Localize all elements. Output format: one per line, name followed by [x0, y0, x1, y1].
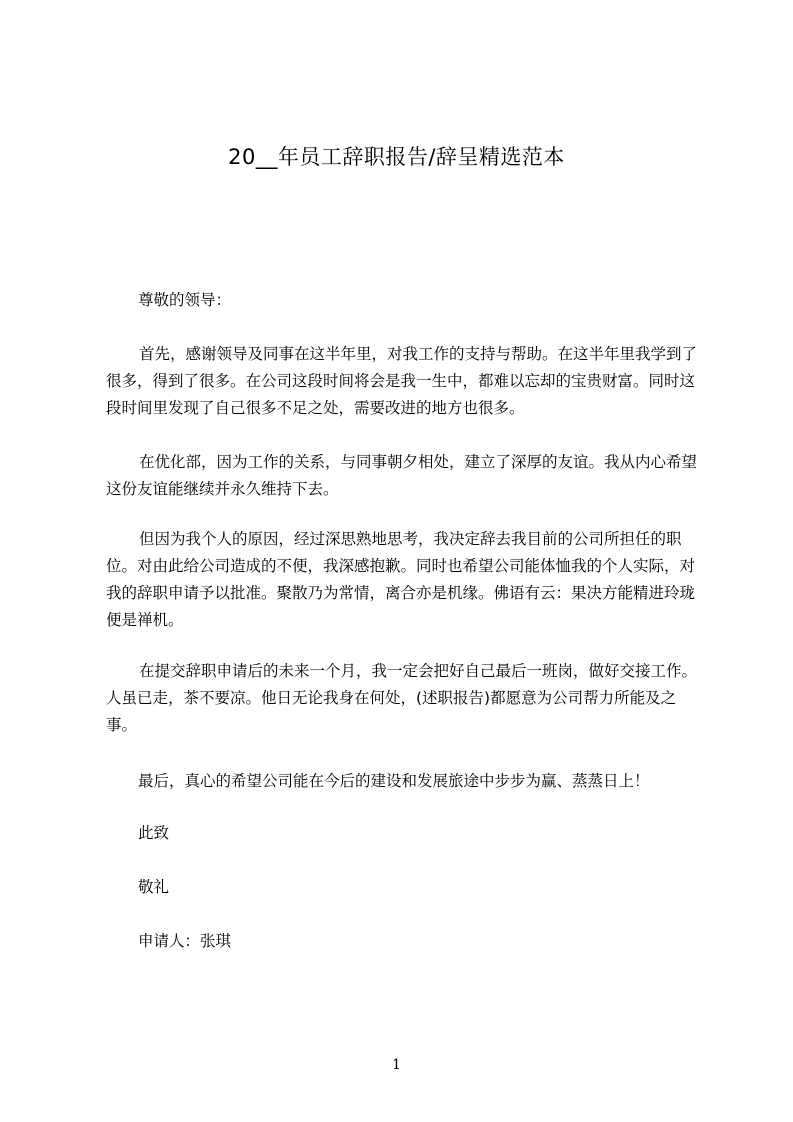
closing-line-1: 此致 [138, 824, 170, 842]
page-title: 20__年员工辞职报告/辞呈精选范本 [228, 145, 565, 169]
paragraph-5: 最后，真心的希望公司能在今后的建设和发展旅途中步步为赢、蒸蒸日上！ [138, 772, 650, 790]
paragraph-1: 首先，感谢领导及同事在这半年里，对我工作的支持与帮助。在这半年里我学到了很多，得到了很多。在公司这段时间将会是我一生中，都难以忘却的宝贵财富。同时这段时间里发现了自己很多不足之处，需要改进的地方也很多。 [106, 345, 698, 417]
signature: 申请人：张琪 [138, 932, 232, 950]
page-number: 1 [392, 1057, 401, 1073]
paragraph-2: 在优化部，因为工作的关系，与同事朝夕相处，建立了深厚的友谊。我从内心希望这份友谊能继续并永久维持下去。 [106, 453, 698, 498]
salutation: 尊敬的领导： [138, 291, 232, 309]
paragraph-4: 在提交辞职申请后的未来一个月，我一定会把好自己最后一班岗，做好交接工作。人虽已走，茶不要凉。他日无论我身在何处，(述职报告)都愿意为公司帮力所能及之事。 [106, 662, 698, 734]
paragraph-3: 但因为我个人的原因，经过深思熟地思考，我决定辞去我目前的公司所担任的职位。对由此给公司造成的不便，我深感抱歉。同时也希望公司能体恤我的个人实际，对我的辞职申请予以批准。聚散乃为常情，离合亦是机缘。佛语有云：果决方能精进玲珑便是禅机。 [106, 530, 696, 629]
closing-line-2: 敬礼 [138, 878, 170, 896]
